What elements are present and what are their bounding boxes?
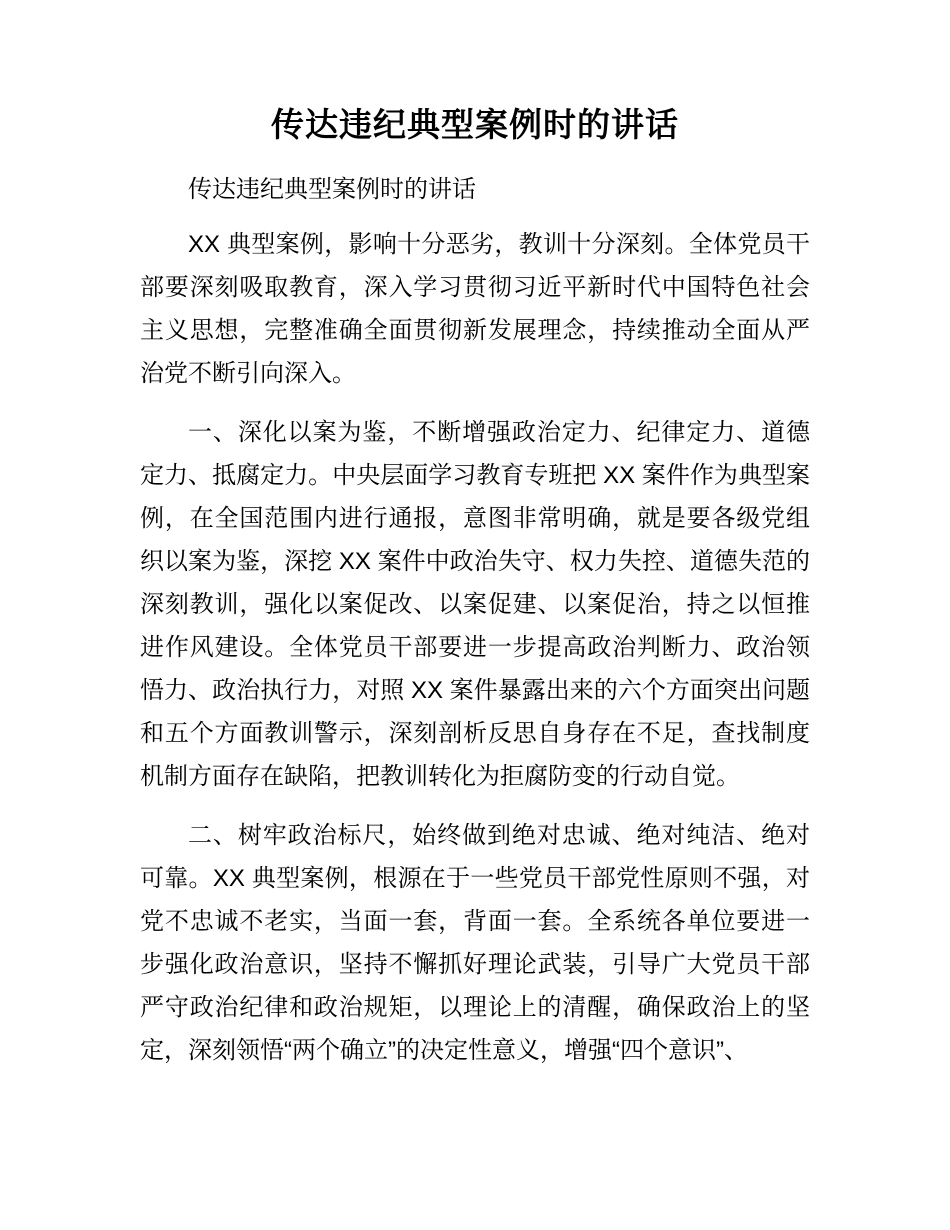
document-title: 传达违纪典型案例时的讲话 xyxy=(271,106,679,143)
paragraph-section-one: 一、深化以案为鉴，不断增强政治定力、纪律定力、道德定力、抵腐定力。中央层面学习教育专班把 XX 案件作为典型案例，在全国范围内进行通报，意图非常明确，就是要各级党组织以案为鉴，深挖 XX 案件中政治失守、权力失控、道德失范的深刻教训，强化以案促改、以案促建、以案促治，持之以恒推进作风建设。全体党员干部要进一步提高政治判断力、政治领悟力、政治执行力，对照 XX 案件暴露出来的六个方面突出问题和五个方面教训警示，深刻剖析反思自身存在不足，查找制度机制方面存在缺陷，把教训转化为拒腐防变的行动自觉。 xyxy=(140,419,810,790)
document-subtitle: 传达违纪典型案例时的讲话 xyxy=(188,176,476,203)
paragraph-intro: XX 典型案例，影响十分恶劣，教训十分深刻。全体党员干部要深刻吸取教育，深入学习贯彻习近平新时代中国特色社会主义思想，完整准确全面贯彻新发展理念，持续推动全面从严治党不断引向深入。 xyxy=(140,231,810,387)
paragraph-section-two: 二、树牢政治标尺，始终做到绝对忠诚、绝对纯洁、绝对可靠。XX 典型案例，根源在于一些党员干部党性原则不强，对党不忠诚不老实，当面一套，背面一套。全系统各单位要进一步强化政治意识，坚持不懈抓好理论武装，引导广大党员干部严守政治纪律和政治规矩，以理论上的清醒，确保政治上的坚定，深刻领悟“两个确立”的决定性意义，增强“四个意识”、 xyxy=(140,822,810,1064)
